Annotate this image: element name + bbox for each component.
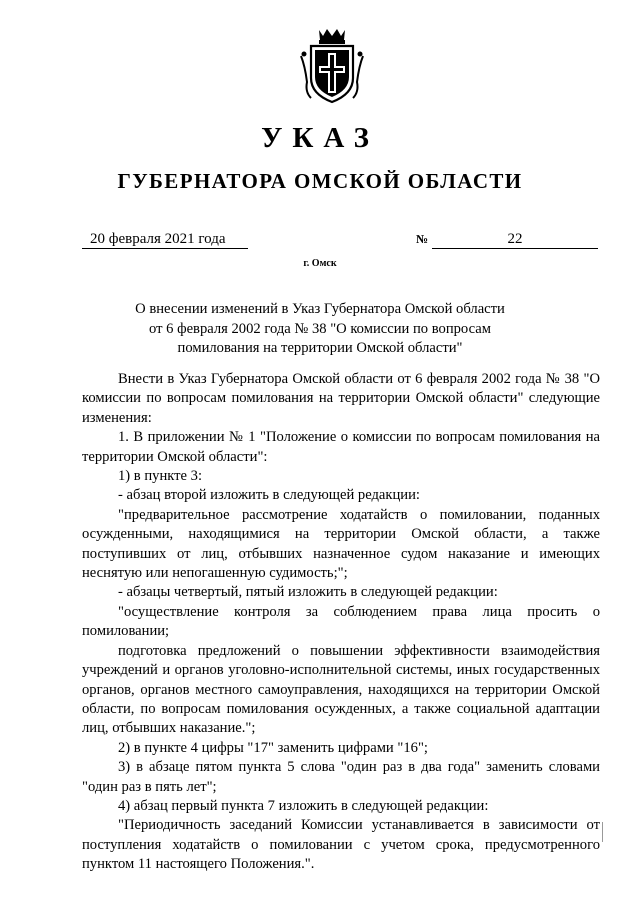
number-sign: № — [416, 232, 429, 246]
paragraph: 3) в абзаце пятом пункта 5 слова "один раз в два года" заменить словами "один раз в пять лет"; — [82, 759, 600, 795]
paragraph: 1. В приложении № 1 "Положение о комиссии по вопросам помилования на территории Омской области": — [82, 429, 600, 465]
paragraph: подготовка предложений о повышении эффективности взаимодействия учреждений и органов уголовно-исполнительной системы, иных государственных органов, органов местного самоуправления, находящихся на территории Омской области, по вопросам помилования осужденных, а также социальной адаптации лиц, отбывших наказание."; — [82, 642, 600, 737]
document-date: 20 февраля 2021 года — [82, 230, 248, 249]
document-number: 22 — [432, 230, 598, 249]
paragraph: - абзац второй изложить в следующей редакции: — [118, 487, 420, 504]
heading-line: от 6 февраля 2002 года № 38 "О комиссии по вопросам — [149, 320, 491, 337]
heading-line: помилования на территории Омской области" — [177, 340, 463, 356]
paragraph: 2) в пункте 4 цифры "17" заменить цифрами "16"; — [118, 739, 428, 756]
paragraph: "осуществление контроля за соблюдением права лица просить о помиловании; — [82, 603, 600, 640]
paragraph: - абзацы четвертый, пятый изложить в следующей редакции: — [118, 584, 498, 601]
paragraph: 1) в пункте 3: — [118, 468, 203, 485]
document-city: г. Омск — [303, 258, 337, 269]
document-subtitle: ГУБЕРНАТОРА ОМСКОЙ ОБЛАСТИ — [117, 169, 523, 193]
margin-mark — [602, 822, 603, 842]
paragraph: Внести в Указ Губернатора Омской области от 6 февраля 2002 года № 38 "О комиссии по вопросам помилования на территории Омской области" следующие изменения: — [82, 371, 600, 426]
heading-line: О внесении изменений в Указ Губернатора Омской области — [135, 301, 505, 317]
omsk-coat-of-arms-icon — [297, 26, 367, 104]
paragraph: "Периодичность заседаний Комиссии устанавливается в зависимости от поступления ходатайств о помиловании с учетом срока, предусмотренного пунктом 11 настоящего Положения.". — [82, 817, 600, 873]
document-heading — [100, 300, 540, 359]
paragraph: "предварительное рассмотрение ходатайств о помиловании, поданных осужденными, находящимися на территории Омской области, а также поступивших от лиц, отбывших назначенное судом наказание и имеющих неснятую или непогашенную судимость;"; — [82, 506, 600, 582]
document-title: УКАЗ — [261, 122, 379, 154]
paragraph: 4) абзац первый пункта 7 изложить в следующей редакции: — [118, 797, 489, 814]
document-body — [82, 370, 600, 875]
